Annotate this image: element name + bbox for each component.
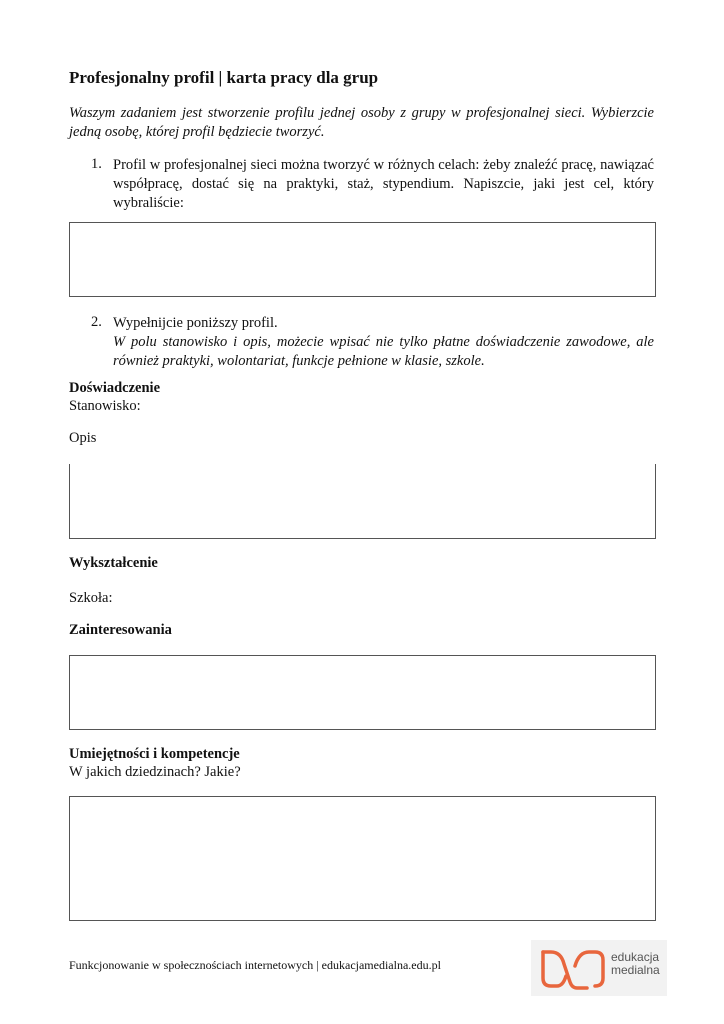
goal-answer-box[interactable] — [69, 222, 656, 297]
logo-line-2: medialna — [611, 963, 660, 977]
item-1-number: 1. — [91, 156, 102, 172]
education-heading: Wykształcenie — [69, 555, 158, 571]
experience-heading: Doświadczenie — [69, 380, 161, 396]
item-2-block — [113, 314, 654, 371]
position-label: Stanowisko: — [69, 398, 141, 414]
logo-mark-icon — [537, 944, 609, 992]
school-label: Szkoła: — [69, 590, 113, 606]
skills-question: W jakich dziedzinach? Jakie? — [69, 764, 241, 780]
interests-answer-box[interactable] — [69, 655, 656, 730]
description-answer-box[interactable] — [69, 464, 656, 539]
interests-heading: Zainteresowania — [69, 622, 172, 638]
item-2-number: 2. — [91, 314, 102, 330]
page-title: Profesjonalny profil | karta pracy dla grup — [69, 68, 379, 87]
description-label: Opis — [69, 430, 97, 446]
item-1-text: Profil w profesjonalnej sieci można tworzyć w różnych celach: żeby znaleźć pracę, nawiązać współpracę, dostać się na praktyki, staż, stypendium. Napiszcie, jaki jest cel, który wybraliście: — [113, 157, 654, 211]
logo-text — [611, 951, 660, 977]
item-2-note: W polu stanowisko i opis, możecie wpisać nie tylko płatne doświadczenie zawodowe, ale również praktyki, wolontariat, funkcje pełnione w klasie, szkole. — [113, 334, 654, 369]
item-2-text: Wypełnijcie poniższy profil. — [113, 315, 278, 331]
logo-line-1: edukacja — [611, 950, 660, 964]
skills-answer-box[interactable] — [69, 796, 656, 921]
edukacja-medialna-logo — [531, 940, 667, 996]
skills-heading: Umiejętności i kompetencje — [69, 746, 240, 762]
footer-text: Funkcjonowanie w społecznościach internetowych | edukacjamedialna.edu.pl — [69, 958, 441, 972]
intro-text: Waszym zadaniem jest stworzenie profilu jednej osoby z grupy w profesjonalnej sieci. Wybierzcie jedną osobę, której profil będziecie tworzyć. — [69, 105, 654, 140]
